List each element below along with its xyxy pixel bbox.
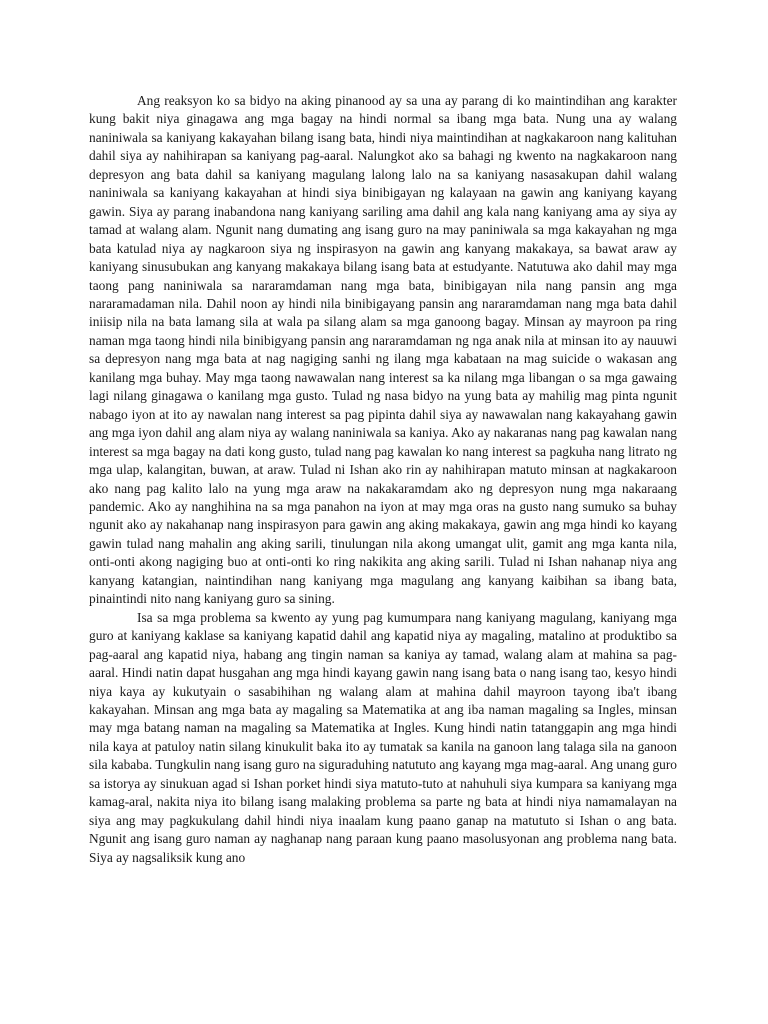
document-page [89, 92, 677, 867]
paragraph-2: Isa sa mga problema sa kwento ay yung pag kumumpara nang kaniyang magulang, kaniyang mga guro at kaniyang kaklase sa kaniyang kapatid dahil ang kapatid niya ay magaling, matalino at produktibo sa pag-aaral ang kapatid niya, habang ang tingin naman sa kaniya ay tamad, walang alam at mahina sa pag-aaral. Hindi natin dapat husgahan ang mga hindi kayang gawin nang isang bata o nang isang tao, kesyo hindi niya kaya ay kukutyain o sasabihihan ng walang alam at mahina dahil mayroon tayong iba't ibang kakayahan. Minsan ang mga bata ay magaling sa Matematika at ang iba naman magaling sa Ingles, minsan may mga batang naman na magaling sa Matematika at Ingles. Kung hindi natin tatanggapin ang mga hindi nila kaya at patuloy natin silang kinukulit baka ito ay tumatak sa kanila na ganoon lang talaga sila na ganoon sila kababa. Tungkulin nang isang guro na siguraduhing natututo ang kayang mga mag-aaral. Ang unang guro sa istorya ay sinukuan agad si Ishan porket hindi siya matuto-tuto at nahuhuli siya kumpara sa kaniyang mga kamag-aral, nakita niya ito bilang isang malaking problema sa parte ng bata at hindi niya namamalayan na siya ang may pagkukulang dahil hindi niya inaalam kung paano ganap na matututo si Ishan o ang bata. Ngunit ang isang guro naman ay naghanap nang paraan kung paano masolusyonan ang problema nang bata. Siya ay nagsaliksik kung ano [89, 609, 677, 865]
paragraph-1: Ang reaksyon ko sa bidyo na aking pinanood ay sa una ay parang di ko maintindihan ang karakter kung bakit niya ginagawa ang mga bagay na hindi normal sa ibang mga bata. Nung una ay walang naniniwala sa kaniyang kakayahan bilang isang bata, hindi niya maintindihan at nagkakaroon nang kalituhan dahil siya ay nahihirapan sa kaniyang pag-aaral. Nalungkot ako sa bahagi ng kwento na nagkakaroon nang depresyon ang bata dahil sa kaniyang magulang lalong lalo na sa kaniyang nasasakupan dahil walang naniniwala sa kaniyang kakayahan at hindi siya binibigayan ng kalayaan na gawin ang kaniyang kayang gawin. Siya ay parang inabandona nang kaniyang sariling ama dahil ang kala nang kaniyang ama ay siya ay tamad at walang alam. Ngunit nang dumating ang isang guro na may paniniwala sa mga kakayahan ng mga bata katulad niya ay nagkaroon siya ng inspirasyon na gawin ang kanyang makakaya, sa bawat araw ay kaniyang sinusubukan ang kanyang makakaya bilang isang bata at estudyante. Natutuwa ako dahil may mga taong pang naniniwala sa nararamdaman nang mga bata, binibigayan nila nang pansin ang mga nararamadaman nila. Dahil noon ay hindi nila binibigayang pansin ang nararamdaman nang mga bata dahil iniisip nila na bata lamang sila at wala pa silang alam sa mga ganoong bagay. Minsan ay mayroon pa ring naman mga taong hindi nila binibigyang pansin ang nararamdaman ng nga anak nila at minsan ito ay nauuwi sa depresyon nang mga bata at nag nagiging sanhi ng ilang mga kabataan na mag suicide o wakasan ang kanilang mga buhay. May mga taong nawawalan nang interest sa ka nilang mga libangan o sa mga gawaing lagi nilang ginagawa o kanilang mga gusto. Tulad ng nasa bidyo na yung bata ay mahilig mag pinta ngunit nabago iyon at ito ay nawalan nang interest sa pag pipinta dahil siya ay nawawalan nang kakayahang gawin ang mga iyon dahil ang alam niya ay walang naniniwala sa kaniya. Ako ay nakaranas nang pag kawalan nang interest sa mga bagay na dati kong gusto, tulad nang pag kawalan ko nang interest sa pagkuha nang litrato ng mga ulap, kalangitan, buwan, at araw. Tulad ni Ishan ako rin ay nahihirapan matuto minsan at nagkakaroon ako nang pag kalito lalo na yung mga araw na nakakaramdam ako ng depresyon nung mga nakaraang pandemic. Ako ay nanghihina na sa mga panahon na iyon at may mga oras na gusto nang sumuko sa buhay ngunit ako ay nakahanap nang inspirasyon para gawin ang aking makakaya, gawin ang mga hindi ko kayang gawin tulad nang mahalin ang aking sarili, tinulungan nila akong umangat ulit, gamit ang mga kanta nila, onti-onti akong nagiging buo at onti-onti ko ring nakikita ang aking sarili. Tulad ni Ishan nahanap niya ang kanyang katangian, naintindihan nang kaniyang mga magulang ang kanyang kaibihan sa ibang bata, pinaintindi nito nang kaniyang guro sa sining. [89, 93, 677, 607]
